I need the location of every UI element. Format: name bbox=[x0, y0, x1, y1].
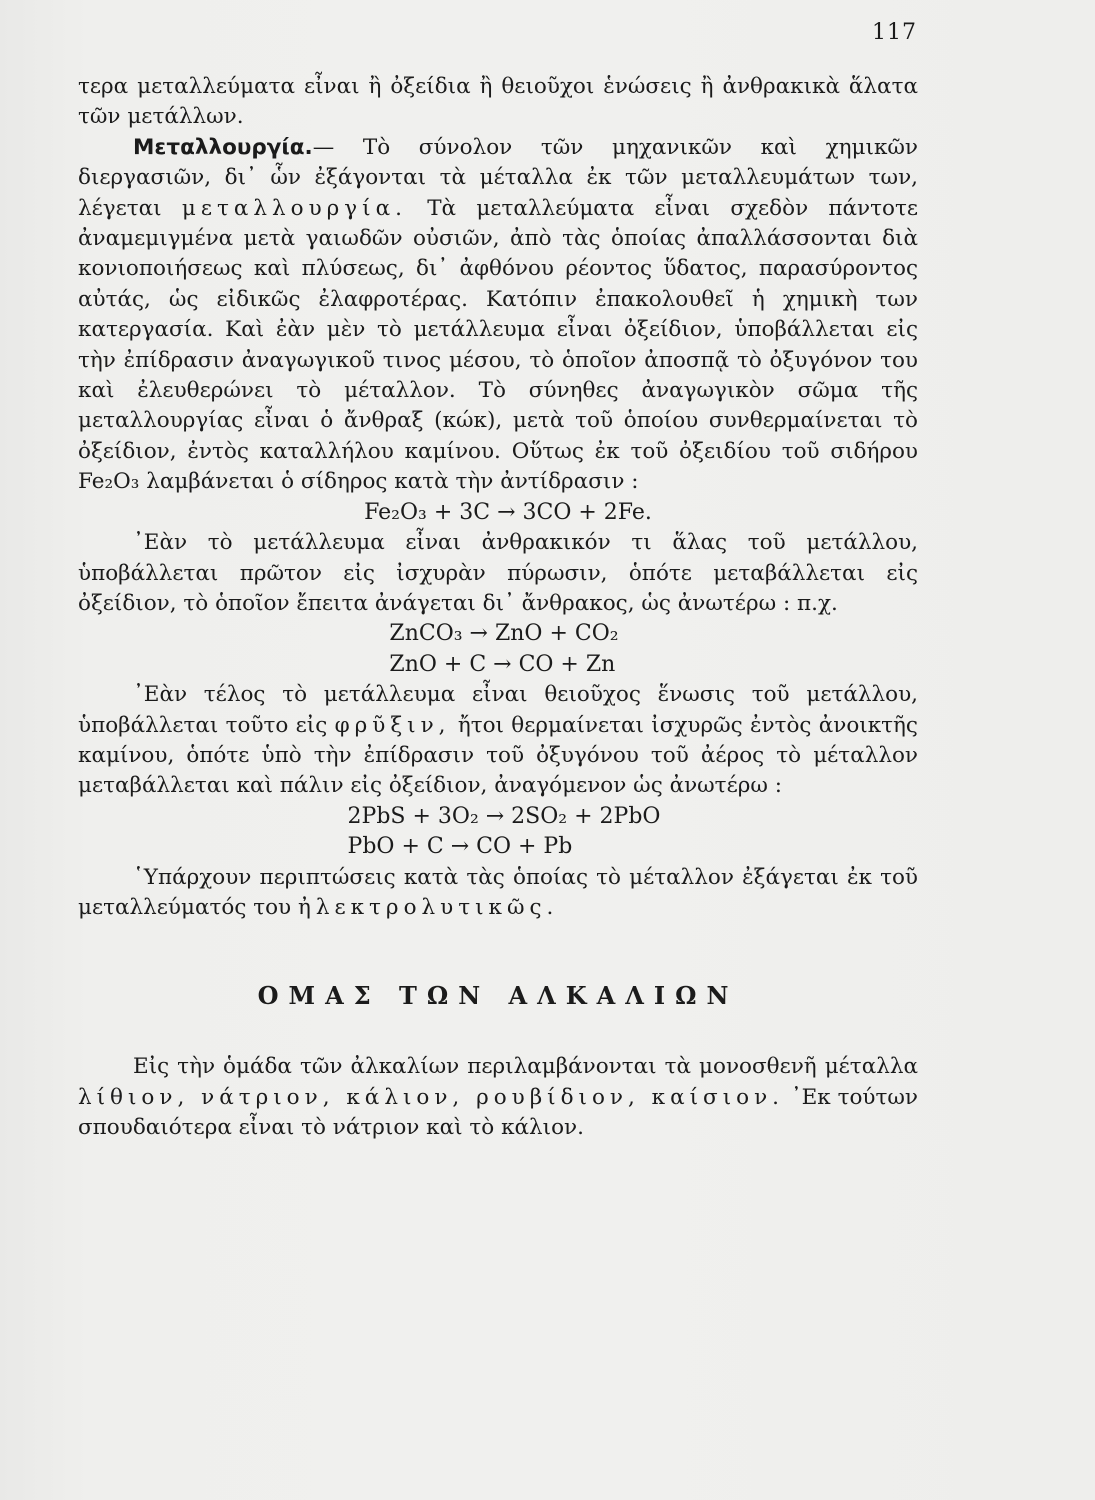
paragraph-text: — Τὸ σύνολον τῶν μηχανικῶν καὶ χημικῶν διεργασιῶν, δι᾽ ὧν ἐξάγονται τὰ μέταλλα ἐκ τῶν μεταλλευμάτων των, λέγεται bbox=[78, 134, 918, 221]
equation-lead bbox=[78, 802, 918, 863]
equation-zinc bbox=[78, 619, 918, 680]
spaced-term: φρῦξιν, bbox=[334, 712, 451, 738]
paragraph-text: ῾Υπάρχουν περιπτώσεις κατὰ τὰς ὁποίας τὸ μέταλλον ἐξάγεται ἐκ τοῦ μεταλλεύματός του bbox=[78, 864, 918, 920]
term-metallurgy: Μεταλλουργία. bbox=[133, 134, 313, 160]
page-body bbox=[78, 72, 918, 1144]
equation-line: ZnO + C → CO + Zn bbox=[389, 651, 616, 677]
equation-line: 2PbS + 3O₂ → 2SO₂ + 2PbO bbox=[347, 803, 661, 829]
chemical-formula: Fe₂O₃ bbox=[78, 469, 140, 495]
paragraph-text: Τὰ μεταλλεύματα εἶναι σχεδὸν πάντοτε ἀναμεμιγμένα μετὰ γαιωδῶν οὐσιῶν, ἀπὸ τὰς ὁποίας ἀπαλλάσσονται διὰ κονιοποιήσεως καὶ πλύσεως, δι᾽ ἀφθόνου ρέοντος ὕδατος, παρασύροντος αὐτάς, ὡς εἰδικῶς ἐλαφροτέρας. Κατόπιν ἐπακολουθεῖ ἡ χημικὴ των κατεργασία. Καὶ ἐὰν μὲν τὸ μετάλλευμα εἶναι ὀξείδιον, ὑποβάλλεται εἰς τὴν ἐπίδρασιν ἀναγωγικοῦ τινος μέσου, τὸ ὁποῖον ἀποσπᾷ τὸ ὀξυγόνον του καὶ ἐλευθερώνει τὸ μέταλλον. Τὸ σύνηθες ἀναγωγικὸν σῶμα τῆς μεταλλουργίας εἶναι ὁ ἄνθραξ (κώκ), μετὰ τοῦ ὁποίου συνθερμαίνεται τὸ ὀξείδιον, ἐντὸς καταλλήλου καμίνου. Οὕτως ἐκ τοῦ ὀξειδίου τοῦ σιδήρου bbox=[78, 195, 918, 464]
spaced-term: λίθιον, νάτριον, κάλιον, ρουβίδιον, καίσιον. bbox=[78, 1084, 784, 1110]
equation-iron bbox=[78, 498, 918, 528]
equation-line: Fe₂O₃ + 3C → 3CO + 2Fe. bbox=[364, 499, 652, 525]
paragraph-continuation: τερα μεταλλεύματα εἶναι ἢ ὀξείδια ἢ θειοῦχοι ἑνώσεις ἢ ἀνθρακικὰ ἅλατα τῶν μετάλλων. bbox=[78, 74, 918, 130]
paragraph-text: λαμβάνεται ὁ σίδηρος κατὰ τὴν ἀντίδρασιν : bbox=[146, 469, 639, 495]
paragraph-carbonate: ᾽Εὰν τὸ μετάλλευμα εἶναι ἀνθρακικόν τι ἅλας τοῦ μετάλλου, ὑποβάλλεται πρῶτον εἰς ἰσχυρὰν πύρωσιν, ὁπότε μεταβάλλεται εἰς ὀξείδιον, τὸ ὁποῖον ἔπειτα ἀνάγεται δι᾽ ἄνθρακος, ὡς ἀνωτέρω : π.χ. bbox=[78, 530, 918, 616]
paragraph-text: ἤτοι θερμαίνεται ἰσχυρῶς ἐντὸς ἀνοικτῆς καμίνου, ὁπότε ὑπὸ τὴν ἐπίδρασιν τοῦ ὀξυγόνου τοῦ ἀέρος τὸ μέταλλον μεταβάλλεται καὶ πάλιν εἰς ὀξείδιον, ἀναγόμενον ὡς ἀνωτέρω : bbox=[78, 712, 918, 799]
paragraph-text: ᾽Εὰν τέλος τὸ μετάλλευμα εἶναι θειοῦχος ἕνωσις τοῦ μετάλλου, ὑποβάλλεται τοῦτο εἰς bbox=[78, 682, 918, 738]
spaced-term: ἠλεκτρολυτικῶς. bbox=[297, 894, 559, 920]
page-number: 117 bbox=[872, 20, 917, 45]
paragraph-text: Εἰς τὴν ὁμάδα τῶν ἀλκαλίων περιλαμβάνονται τὰ μονοσθενῆ μέταλλα bbox=[133, 1054, 918, 1080]
paragraph-alkali bbox=[78, 1052, 918, 1143]
spaced-term: μεταλλουργία. bbox=[181, 195, 407, 221]
paragraph-metallurgy bbox=[78, 133, 918, 498]
equation-line: PbO + C → CO + Pb bbox=[347, 834, 573, 860]
paragraph-electrolytic bbox=[78, 863, 918, 924]
equation-line: ZnCO₃ → ZnO + CO₂ bbox=[389, 621, 619, 647]
paragraph-sulfide bbox=[78, 680, 918, 802]
section-heading: ΟΜΑΣ ΤΩΝ ΑΛΚΑΛΙΩΝ bbox=[257, 981, 739, 1011]
paragraph-text: ᾽Εκ τούτων σπουδαιότερα εἶναι τὸ νάτριον καὶ τὸ κάλιον. bbox=[78, 1084, 918, 1141]
